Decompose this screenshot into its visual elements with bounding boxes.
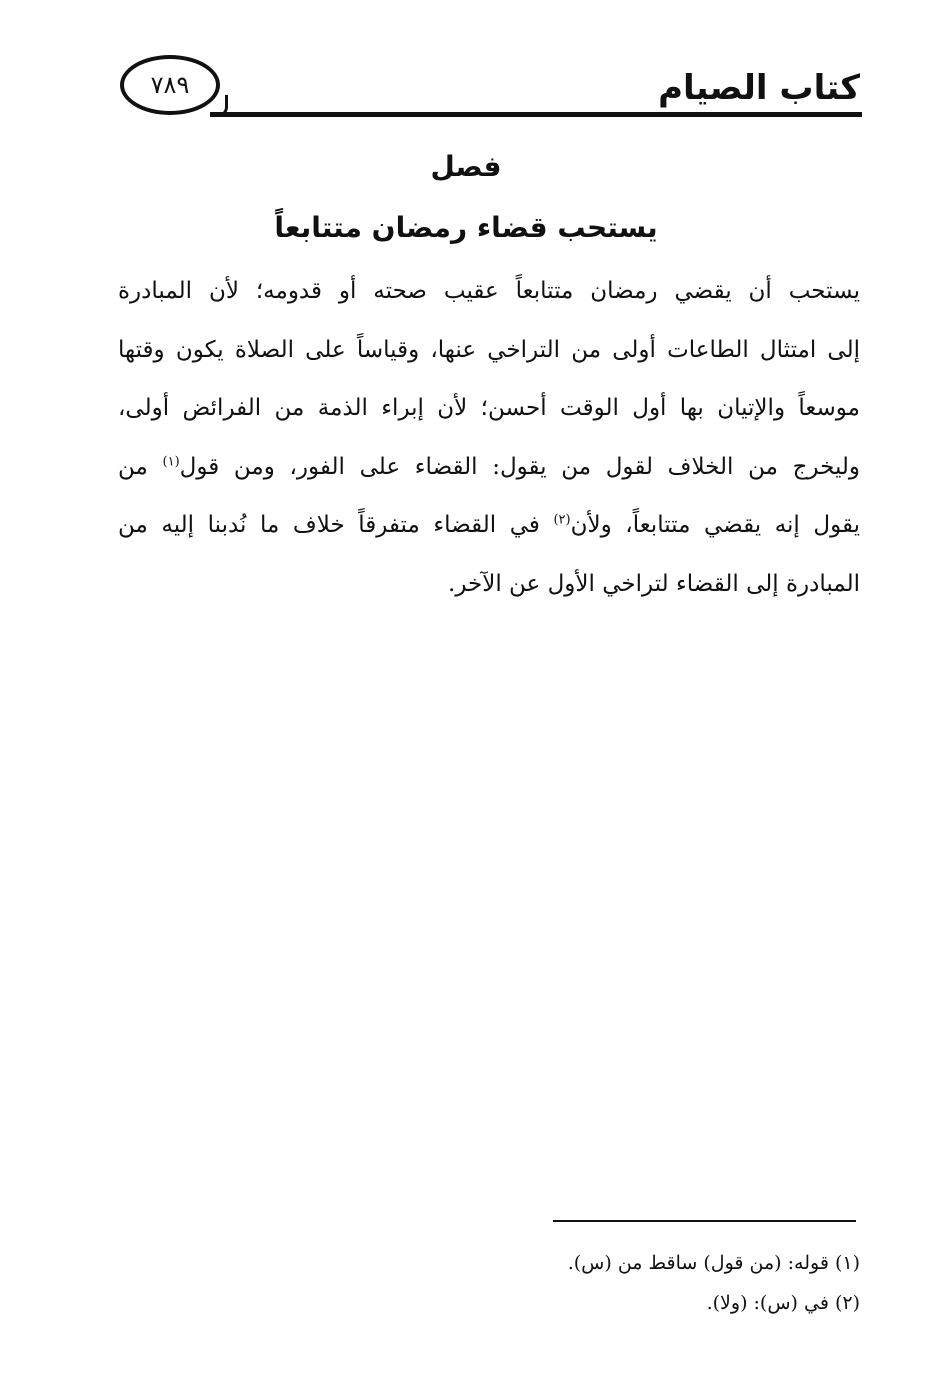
footnote-reference-1[interactable]: (١) [162,454,180,470]
page-number: ٧٨٩ [150,71,190,99]
body-line-text: وليخرج من الخلاف لقول من يقول: القضاء على الفور، ومن قول [179,453,861,480]
section-heading: فصل [430,150,502,183]
body-line: المبادرة إلى القضاء لتراخي الأول عن الآخر. [448,570,860,597]
page-header [0,0,932,130]
header-rule [210,112,862,117]
footnote-2: (٢) في (س): (ولا). [706,1292,860,1314]
book-title: كتاب الصيام [658,68,860,108]
body-line: إلى امتثال الطاعات أولى من التراخي عنها، وقياساً على الصلاة يكون وقتها [118,336,860,363]
footnote-separator [553,1220,856,1222]
footnotes [460,1243,860,1323]
body-line-text: يقول إنه يقضي متتابعاً، ولأن [570,512,860,539]
body-line-with-footnote [118,496,860,555]
body-line-text: من [118,453,163,480]
body-line-text: في القضاء متفرقاً خلاف ما نُدبنا إليه من [118,512,554,539]
body-paragraph [118,262,860,614]
body-line-with-footnote [118,438,860,497]
footnote-1: (١) قوله: (من قول) ساقط من (س). [567,1252,860,1274]
chapter-title: يستحب قضاء رمضان متتابعاً [274,211,658,244]
footnote-reference-2[interactable]: (٢) [553,512,571,528]
page-number-oval [120,55,220,115]
body-line: يستحب أن يقضي رمضان متتابعاً عقيب صحته أو قدومه؛ لأن المبادرة [118,278,860,304]
body-line: موسعاً والإتيان بها أول الوقت أحسن؛ لأن إبراء الذمة من الفرائض أولى، [118,395,860,422]
